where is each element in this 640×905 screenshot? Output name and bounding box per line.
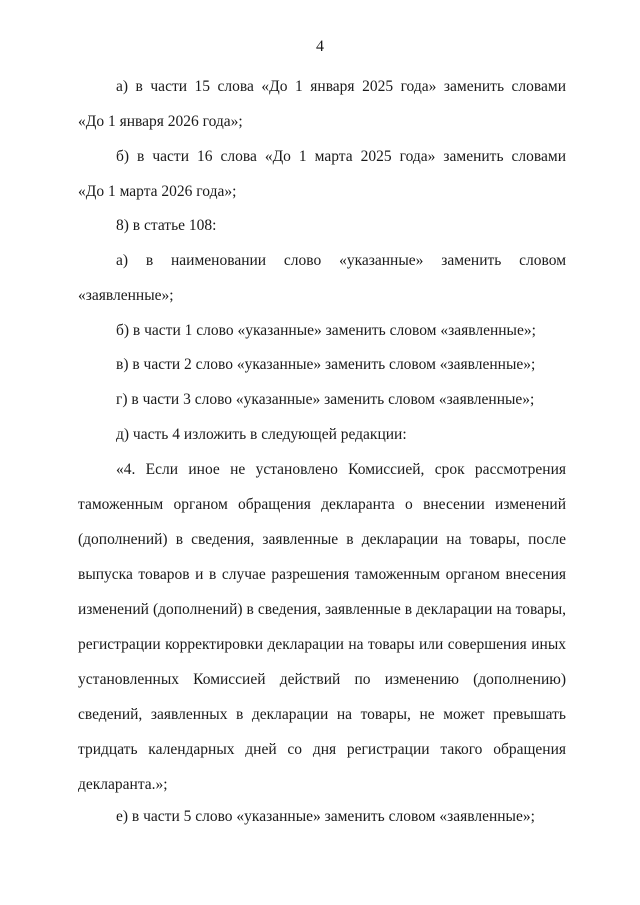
paragraph-line: 8) в статье 108: [116, 217, 217, 234]
paragraph-a-title [78, 243, 566, 313]
paragraph-line: в) в части 2 слово «указанные» заменить словом «заявленные»; [116, 356, 536, 373]
paragraph-article-108 [78, 208, 566, 243]
quote-line: выпуска товаров и в случае разрешения таможенным органом внесения [78, 566, 566, 583]
paragraph-v-part-2 [78, 347, 566, 382]
paragraph-line: «До 1 марта 2026 года»; [78, 183, 237, 200]
quote-line: установленных Комиссией действий по изменению (дополнению) [78, 671, 566, 688]
paragraph-line: а) в наименовании слово «указанные» заменить словом [116, 252, 566, 269]
paragraph-line: б) в части 16 слова «До 1 марта 2025 года» заменить словами [116, 148, 566, 165]
paragraph-e-part-5 [78, 799, 566, 834]
paragraph-d-part-4 [78, 417, 566, 452]
paragraph-a-part-15 [78, 69, 566, 139]
quote-line: декларанта.»; [78, 776, 168, 793]
paragraph-g-part-3 [78, 382, 566, 417]
paragraph-b-part-1 [78, 313, 566, 348]
paragraph-line: д) часть 4 изложить в следующей редакции: [116, 426, 407, 443]
quote-line: таможенным органом обращения декларанта о внесении изменений [78, 496, 566, 513]
paragraph-line: «заявленные»; [78, 287, 174, 304]
quoted-part-4-text [78, 452, 566, 802]
paragraph-b-part-16 [78, 139, 566, 209]
paragraph-line: е) в части 5 слово «указанные» заменить словом «заявленные»; [116, 808, 535, 825]
paragraph-line: б) в части 1 слово «указанные» заменить словом «заявленные»; [116, 322, 536, 339]
quote-line: сведений, заявленных в декларации на товары, не может превышать [78, 706, 566, 723]
quote-line: изменений (дополнений) в сведения, заявленные в декларации на товары, [78, 601, 566, 618]
quote-line: (дополнений) в сведения, заявленные в декларации на товары, после [78, 531, 566, 548]
paragraph-line: «До 1 января 2026 года»; [78, 113, 243, 130]
page-number: 4 [316, 38, 324, 55]
quote-line: «4. Если иное не установлено Комиссией, срок рассмотрения [116, 461, 566, 478]
paragraph-line: г) в части 3 слово «указанные» заменить словом «заявленные»; [116, 391, 535, 408]
quote-line: регистрации корректировки декларации на товары или совершения иных [78, 636, 566, 653]
quote-line: тридцать календарных дней со дня регистрации такого обращения [78, 741, 566, 758]
paragraph-line: а) в части 15 слова «До 1 января 2025 года» заменить словами [116, 78, 566, 95]
